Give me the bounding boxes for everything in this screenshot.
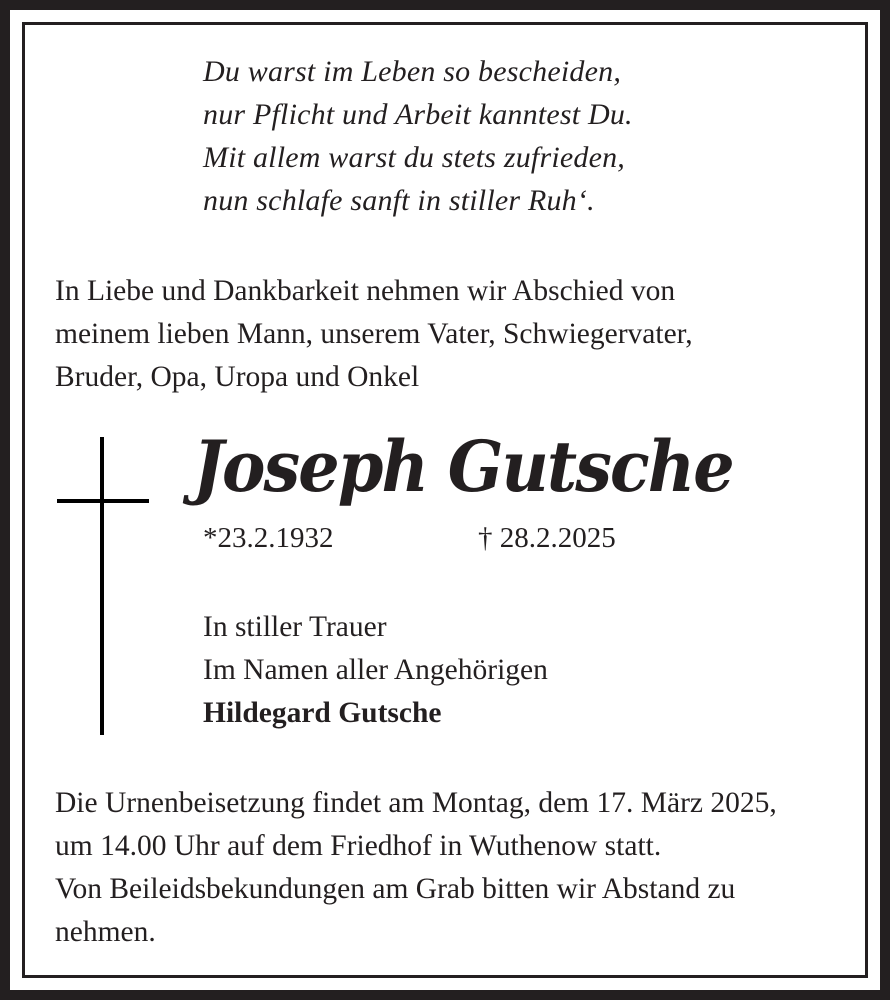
deceased-name: Joseph Gutsche: [193, 425, 733, 508]
death-date: † 28.2.2025: [478, 522, 616, 554]
mourners-signoff: [203, 606, 548, 735]
cross-icon-vertical-bar: [100, 437, 104, 735]
intro-line: Bruder, Opa, Uropa und Onkel: [55, 361, 420, 393]
cross-icon-horizontal-bar: [57, 499, 149, 503]
signoff-line: Im Namen aller Angehörigen: [203, 654, 548, 686]
poem-line: nur Pflicht und Arbeit kanntest Du.: [203, 98, 633, 131]
burial-line: um 14.00 Uhr auf dem Friedhof in Wuthenow statt.: [55, 830, 662, 862]
poem-line: nun schlafe sanft in stiller Ruh‘.: [203, 184, 595, 217]
burial-line: Die Urnenbeisetzung findet am Montag, dem 17. März 2025,: [55, 787, 777, 819]
intro-line: meinem lieben Mann, unserem Vater, Schwiegervater,: [55, 318, 693, 350]
signoff-line: In stiller Trauer: [203, 611, 387, 643]
intro-line: In Liebe und Dankbarkeit nehmen wir Abschied von: [55, 275, 676, 307]
poem-line: Mit allem warst du stets zufrieden,: [203, 141, 625, 174]
poem-line: Du warst im Leben so bescheiden,: [203, 55, 622, 88]
burial-line: Von Beileidsbekundungen am Grab bitten wir Abstand zu: [55, 873, 736, 905]
burial-notice: [55, 782, 777, 954]
burial-line: nehmen.: [55, 916, 156, 948]
signer-name: Hildegard Gutsche: [203, 697, 442, 729]
farewell-intro: [55, 270, 693, 399]
memorial-poem: [203, 50, 633, 222]
birth-date: *23.2.1932: [203, 522, 334, 554]
